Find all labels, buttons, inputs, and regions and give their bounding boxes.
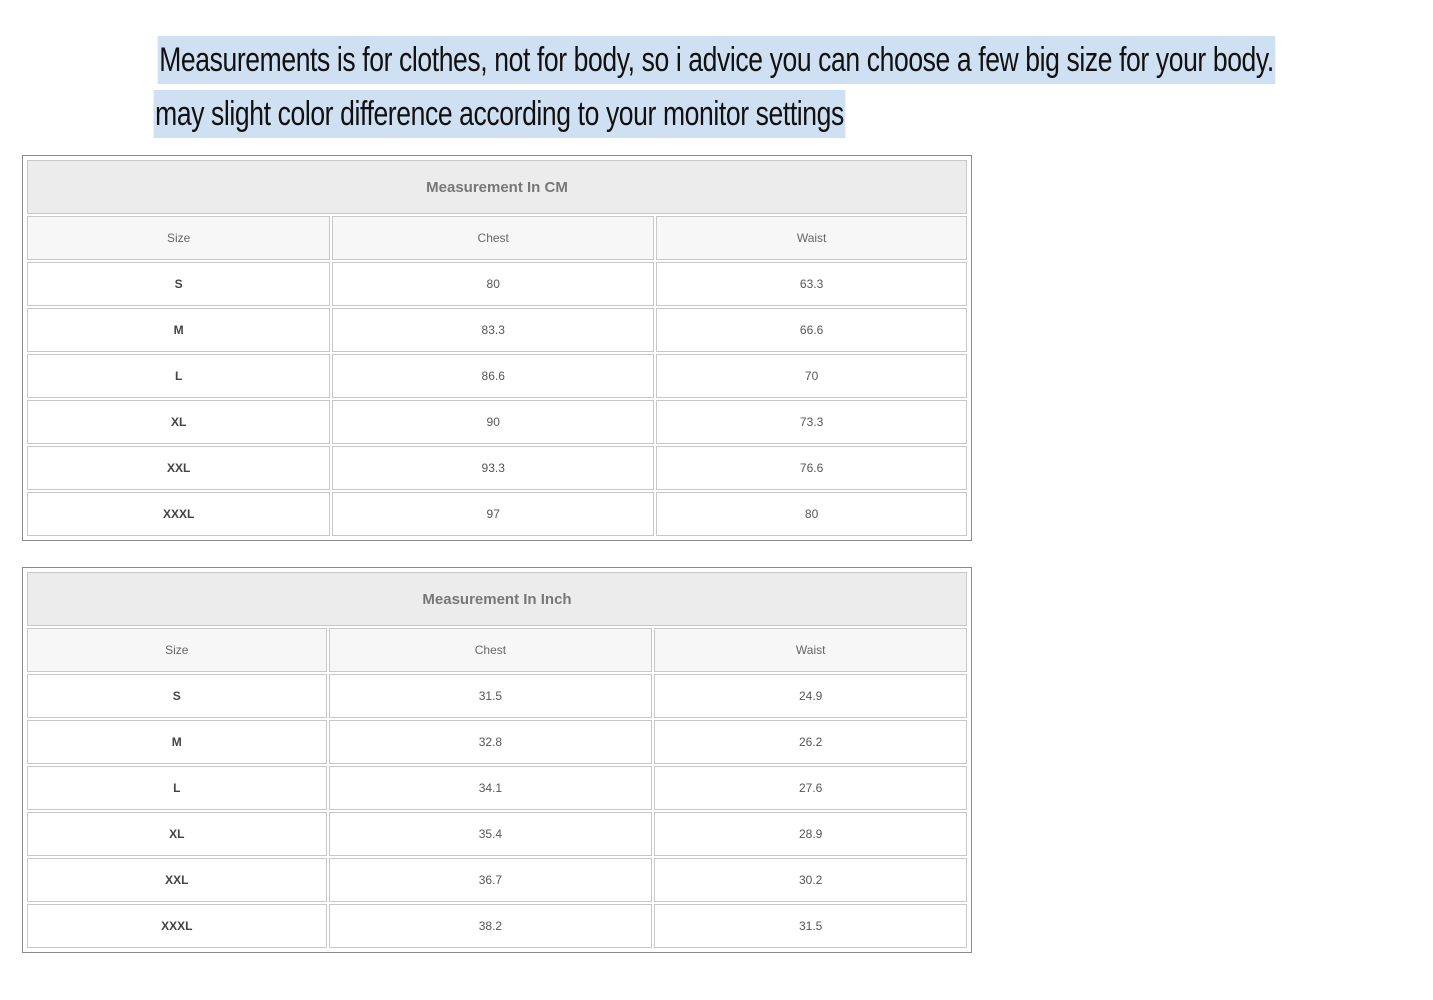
chest-cell: 97 (332, 492, 654, 536)
chest-cell: 86.6 (332, 354, 654, 398)
chest-cell: 80 (332, 262, 654, 306)
chest-cell: 83.3 (332, 308, 654, 352)
size-cell: XXL (27, 858, 327, 902)
size-cell: XL (27, 400, 330, 444)
size-cell: L (27, 354, 330, 398)
cm-size-table (22, 155, 972, 541)
header-size: Size (27, 216, 330, 260)
table-row (27, 766, 967, 810)
table-row (27, 400, 967, 444)
table-row (27, 812, 967, 856)
header-waist: Waist (656, 216, 967, 260)
chest-cell: 31.5 (329, 674, 653, 718)
table-row (27, 720, 967, 764)
size-cell: XXXL (27, 904, 327, 948)
size-cell: XL (27, 812, 327, 856)
waist-cell: 80 (656, 492, 967, 536)
header-chest: Chest (329, 628, 653, 672)
table-row (27, 904, 967, 948)
size-notice (0, 36, 1274, 144)
size-cell: S (27, 674, 327, 718)
waist-cell: 66.6 (656, 308, 967, 352)
table-row (27, 858, 967, 902)
table-row (27, 674, 967, 718)
waist-cell: 31.5 (654, 904, 967, 948)
waist-cell: 27.6 (654, 766, 967, 810)
waist-cell: 76.6 (656, 446, 967, 490)
size-cell: L (27, 766, 327, 810)
size-cell: M (27, 308, 330, 352)
header-waist: Waist (654, 628, 967, 672)
waist-cell: 63.3 (656, 262, 967, 306)
waist-cell: 26.2 (654, 720, 967, 764)
header-chest: Chest (332, 216, 654, 260)
inch-size-table (22, 567, 972, 953)
chest-cell: 34.1 (329, 766, 653, 810)
table-row (27, 262, 967, 306)
waist-cell: 30.2 (654, 858, 967, 902)
waist-cell: 24.9 (654, 674, 967, 718)
waist-cell: 28.9 (654, 812, 967, 856)
size-cell: S (27, 262, 330, 306)
chest-cell: 90 (332, 400, 654, 444)
table-row (27, 446, 967, 490)
size-cell: M (27, 720, 327, 764)
chest-cell: 36.7 (329, 858, 653, 902)
table-title: Measurement In Inch (27, 572, 967, 626)
table-title: Measurement In CM (27, 160, 967, 214)
chest-cell: 35.4 (329, 812, 653, 856)
size-cell: XXL (27, 446, 330, 490)
waist-cell: 70 (656, 354, 967, 398)
chest-cell: 32.8 (329, 720, 653, 764)
size-cell: XXXL (27, 492, 330, 536)
waist-cell: 73.3 (656, 400, 967, 444)
notice-line-2: may slight color difference according to your monitor settings (154, 90, 846, 138)
table-row (27, 308, 967, 352)
chest-cell: 93.3 (332, 446, 654, 490)
header-size: Size (27, 628, 327, 672)
notice-line-1: Measurements is for clothes, not for body, so i advice you can choose a few big size for your body. (158, 36, 1276, 84)
table-row (27, 492, 967, 536)
table-row (27, 354, 967, 398)
chest-cell: 38.2 (329, 904, 653, 948)
